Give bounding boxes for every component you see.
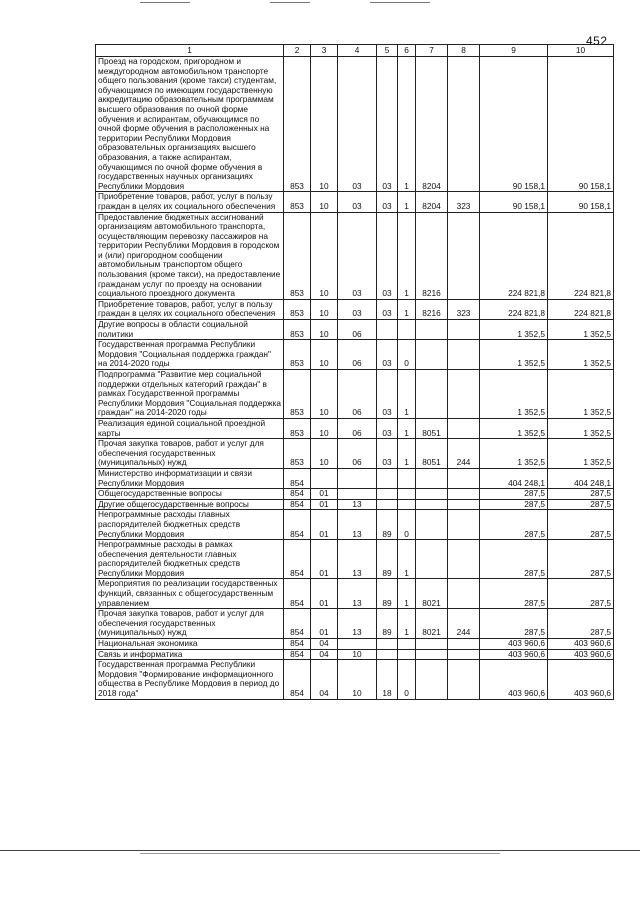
cell-col-9: 90 158,1 — [480, 192, 548, 212]
cell-col-7 — [416, 320, 448, 340]
cell-col-5: 03 — [377, 370, 398, 419]
cell-col-2: 854 — [284, 649, 311, 660]
cell-col-10: 90 158,1 — [548, 192, 614, 212]
cell-col-8: 244 — [448, 439, 480, 469]
cell-name: Национальная экономика — [96, 639, 284, 650]
cell-col-9: 224 821,8 — [480, 299, 548, 319]
cell-col-10: 287,5 — [548, 609, 614, 639]
cell-name: Другие вопросы в области социальной политики — [96, 320, 284, 340]
cell-col-2: 853 — [284, 212, 311, 299]
cell-col-3: 10 — [311, 192, 338, 212]
cell-name: Подпрограмма "Развитие мер социальной поддержки отдельных категорий граждан" в рамках Государственной программы Республики Мордовия "Социальная поддержка граждан" на 2014-2020 годы — [96, 370, 284, 419]
cell-col-3: 01 — [311, 579, 338, 609]
cell-col-5: 03 — [377, 340, 398, 370]
cell-col-4: 03 — [338, 299, 377, 319]
cell-col-4 — [338, 639, 377, 650]
bottom-rule-secondary — [140, 853, 500, 854]
cell-col-2: 853 — [284, 192, 311, 212]
cell-col-7: 8021 — [416, 609, 448, 639]
cell-col-8 — [448, 468, 480, 488]
cell-col-5: 03 — [377, 418, 398, 438]
header-col-9: 9 — [480, 45, 548, 57]
cell-col-7 — [416, 370, 448, 419]
cell-col-3: 01 — [311, 609, 338, 639]
cell-col-7: 8021 — [416, 579, 448, 609]
cell-col-4: 06 — [338, 418, 377, 438]
table-body — [96, 57, 614, 700]
cell-col-4 — [338, 468, 377, 488]
cell-col-2: 854 — [284, 499, 311, 510]
cell-col-10: 287,5 — [548, 499, 614, 510]
cell-col-5: 89 — [377, 609, 398, 639]
cell-name: Прочая закупка товаров, работ и услуг для обеспечения государственных (муниципальных) нужд — [96, 609, 284, 639]
table-header — [96, 45, 614, 57]
cell-col-5 — [377, 499, 398, 510]
cell-col-5: 89 — [377, 510, 398, 540]
cell-col-9: 1 352,5 — [480, 370, 548, 419]
cell-col-8: 323 — [448, 192, 480, 212]
cell-col-2: 853 — [284, 418, 311, 438]
cell-col-5: 89 — [377, 540, 398, 579]
table-row — [96, 540, 614, 579]
cell-col-2: 854 — [284, 510, 311, 540]
cell-col-8 — [448, 212, 480, 299]
bottom-rule — [0, 850, 640, 851]
cell-col-8: 244 — [448, 609, 480, 639]
cell-col-3: 10 — [311, 57, 338, 192]
cell-col-3 — [311, 468, 338, 488]
cell-col-10: 224 821,8 — [548, 299, 614, 319]
table-row — [96, 439, 614, 469]
cell-col-4: 06 — [338, 340, 377, 370]
cell-name: Министерство информатизации и связи Республики Мордовия — [96, 468, 284, 488]
cell-col-6 — [398, 639, 416, 650]
cell-col-5 — [377, 489, 398, 500]
cell-col-4: 06 — [338, 320, 377, 340]
cell-col-6: 1 — [398, 57, 416, 192]
table-row — [96, 499, 614, 510]
cell-col-10: 287,5 — [548, 510, 614, 540]
cell-col-9: 1 352,5 — [480, 418, 548, 438]
cell-col-8 — [448, 579, 480, 609]
table-row — [96, 579, 614, 609]
cell-col-8 — [448, 57, 480, 192]
header-col-6: 6 — [398, 45, 416, 57]
cell-col-6: 1 — [398, 212, 416, 299]
cell-col-9: 90 158,1 — [480, 57, 548, 192]
cell-col-4: 13 — [338, 579, 377, 609]
cell-col-8 — [448, 418, 480, 438]
cell-col-10: 1 352,5 — [548, 370, 614, 419]
table-row — [96, 340, 614, 370]
cell-col-9: 403 960,6 — [480, 660, 548, 699]
cell-col-4: 06 — [338, 439, 377, 469]
table-row — [96, 649, 614, 660]
cell-col-10: 403 960,6 — [548, 660, 614, 699]
header-row — [96, 45, 614, 57]
cell-col-5: 03 — [377, 192, 398, 212]
cell-col-7 — [416, 639, 448, 650]
cell-col-6: 1 — [398, 418, 416, 438]
cell-col-4: 10 — [338, 649, 377, 660]
cell-col-2: 853 — [284, 340, 311, 370]
cell-col-6: 0 — [398, 510, 416, 540]
cell-col-2: 854 — [284, 639, 311, 650]
table-row — [96, 418, 614, 438]
cell-name: Проезд на городском, пригородном и междугородном автомобильном транспорте общего пользования (кроме такси) студентам, обучающимся по имеющим государственную аккредитацию образовательным программам высшего образования по очной форме обучения и аспирантам, обучающимся по очной форме обучения в расположенных на территории Республики Мордовия образовательных организациях высшего образования, а также аспирантам, обучающимся по очной форме обучения в государственных научных организациях Республики Мордовия — [96, 57, 284, 192]
table-row — [96, 212, 614, 299]
table-row — [96, 609, 614, 639]
cell-col-5: 03 — [377, 439, 398, 469]
cell-col-10: 90 158,1 — [548, 57, 614, 192]
cell-col-5: 18 — [377, 660, 398, 699]
cell-col-10: 1 352,5 — [548, 418, 614, 438]
cell-col-7: 8204 — [416, 57, 448, 192]
header-col-4: 4 — [338, 45, 377, 57]
header-col-5: 5 — [377, 45, 398, 57]
cell-name: Государственная программа Республики Мордовия "Формирование информационного общества в Республике Мордовия в период до 2018 года" — [96, 660, 284, 699]
cell-col-9: 287,5 — [480, 579, 548, 609]
cell-col-3: 04 — [311, 639, 338, 650]
cell-col-3: 04 — [311, 660, 338, 699]
cell-col-3: 01 — [311, 489, 338, 500]
cell-col-3: 10 — [311, 320, 338, 340]
header-col-1: 1 — [96, 45, 284, 57]
cell-col-6: 0 — [398, 660, 416, 699]
cell-col-4 — [338, 489, 377, 500]
cell-col-3: 04 — [311, 649, 338, 660]
cell-name: Государственная программа Республики Мордовия "Социальная поддержка граждан" на 2014-2020 годы — [96, 340, 284, 370]
cell-col-10: 404 248,1 — [548, 468, 614, 488]
budget-table — [95, 44, 614, 700]
header-col-10: 10 — [548, 45, 614, 57]
cell-col-4: 10 — [338, 660, 377, 699]
cell-col-7 — [416, 489, 448, 500]
cell-col-6: 1 — [398, 439, 416, 469]
cell-col-4: 13 — [338, 510, 377, 540]
cell-col-8 — [448, 320, 480, 340]
table-row — [96, 192, 614, 212]
cell-col-9: 287,5 — [480, 540, 548, 579]
cell-col-6: 1 — [398, 299, 416, 319]
top-edge-marks — [120, 0, 480, 6]
cell-col-2: 854 — [284, 660, 311, 699]
cell-col-7: 8216 — [416, 299, 448, 319]
cell-col-6: 0 — [398, 340, 416, 370]
cell-col-4: 06 — [338, 370, 377, 419]
cell-col-2: 853 — [284, 57, 311, 192]
cell-col-5: 03 — [377, 57, 398, 192]
cell-name: Приобретение товаров, работ, услуг в пользу граждан в целях их социального обеспечения — [96, 192, 284, 212]
cell-col-3: 01 — [311, 510, 338, 540]
cell-col-5 — [377, 639, 398, 650]
header-col-7: 7 — [416, 45, 448, 57]
table-row — [96, 57, 614, 192]
cell-col-6 — [398, 489, 416, 500]
cell-col-8 — [448, 370, 480, 419]
cell-name: Предоставление бюджетных ассигнований организациям автомобильного транспорта, осуществляющим перевозку пассажиров на территории Республики Мордовия в городском и (или) пригородном сообщении автомобильным транспортом общего пользования (кроме такси), на предоставление гражданам услуг по проезду на основании социального проездного документа — [96, 212, 284, 299]
cell-name: Связь и информатика — [96, 649, 284, 660]
cell-col-7 — [416, 468, 448, 488]
cell-col-5 — [377, 649, 398, 660]
cell-col-9: 1 352,5 — [480, 320, 548, 340]
cell-col-5: 03 — [377, 212, 398, 299]
table-row — [96, 489, 614, 500]
cell-col-10: 224 821,8 — [548, 212, 614, 299]
cell-col-7: 8051 — [416, 418, 448, 438]
cell-col-6 — [398, 320, 416, 340]
cell-col-7: 8051 — [416, 439, 448, 469]
cell-col-2: 854 — [284, 468, 311, 488]
cell-col-9: 224 821,8 — [480, 212, 548, 299]
header-col-8: 8 — [448, 45, 480, 57]
table-row — [96, 468, 614, 488]
cell-col-10: 403 960,6 — [548, 639, 614, 650]
cell-col-10: 287,5 — [548, 579, 614, 609]
cell-col-6 — [398, 499, 416, 510]
cell-col-7 — [416, 660, 448, 699]
table-row — [96, 639, 614, 650]
cell-col-9: 404 248,1 — [480, 468, 548, 488]
table-row — [96, 299, 614, 319]
cell-col-8 — [448, 649, 480, 660]
table-row — [96, 660, 614, 699]
cell-name: Мероприятия по реализации государственных функций, связанных с общегосударственным управлением — [96, 579, 284, 609]
cell-col-9: 287,5 — [480, 489, 548, 500]
cell-col-6: 1 — [398, 192, 416, 212]
cell-col-2: 854 — [284, 609, 311, 639]
cell-name: Непрограммные расходы главных распорядителей бюджетных средств Республики Мордовия — [96, 510, 284, 540]
cell-col-2: 853 — [284, 320, 311, 340]
cell-name: Приобретение товаров, работ, услуг в пользу граждан в целях их социального обеспечения — [96, 299, 284, 319]
cell-col-9: 287,5 — [480, 499, 548, 510]
cell-col-8 — [448, 489, 480, 500]
cell-col-5: 89 — [377, 579, 398, 609]
cell-col-7 — [416, 540, 448, 579]
cell-col-5 — [377, 320, 398, 340]
table-row — [96, 370, 614, 419]
cell-col-5 — [377, 468, 398, 488]
cell-col-7: 8216 — [416, 212, 448, 299]
cell-col-3: 10 — [311, 370, 338, 419]
cell-name: Общегосударственные вопросы — [96, 489, 284, 500]
table-row — [96, 510, 614, 540]
cell-col-10: 287,5 — [548, 489, 614, 500]
cell-col-10: 1 352,5 — [548, 439, 614, 469]
cell-col-9: 403 960,6 — [480, 639, 548, 650]
cell-col-6: 1 — [398, 579, 416, 609]
cell-col-6: 1 — [398, 370, 416, 419]
cell-col-6: 1 — [398, 540, 416, 579]
cell-col-3: 01 — [311, 540, 338, 579]
cell-col-9: 287,5 — [480, 609, 548, 639]
cell-col-10: 1 352,5 — [548, 320, 614, 340]
cell-col-2: 853 — [284, 439, 311, 469]
cell-col-6 — [398, 468, 416, 488]
cell-col-2: 853 — [284, 299, 311, 319]
cell-col-8 — [448, 540, 480, 579]
cell-col-3: 10 — [311, 340, 338, 370]
cell-col-8 — [448, 510, 480, 540]
cell-col-10: 287,5 — [548, 540, 614, 579]
cell-col-8 — [448, 499, 480, 510]
cell-col-6 — [398, 649, 416, 660]
cell-col-9: 1 352,5 — [480, 340, 548, 370]
cell-col-8 — [448, 660, 480, 699]
cell-col-6: 1 — [398, 609, 416, 639]
cell-col-5: 03 — [377, 299, 398, 319]
cell-col-3: 10 — [311, 439, 338, 469]
cell-name: Реализация единой социальной проездной карты — [96, 418, 284, 438]
cell-col-7 — [416, 510, 448, 540]
cell-col-8: 323 — [448, 299, 480, 319]
cell-col-9: 287,5 — [480, 510, 548, 540]
cell-col-10: 1 352,5 — [548, 340, 614, 370]
cell-col-3: 10 — [311, 299, 338, 319]
cell-col-3: 01 — [311, 499, 338, 510]
cell-name: Прочая закупка товаров, работ и услуг для обеспечения государственных (муниципальных) нужд — [96, 439, 284, 469]
cell-col-3: 10 — [311, 418, 338, 438]
cell-col-4: 03 — [338, 192, 377, 212]
cell-col-2: 854 — [284, 579, 311, 609]
cell-col-9: 403 960,6 — [480, 649, 548, 660]
cell-col-7 — [416, 499, 448, 510]
cell-name: Непрограммные расходы в рамках обеспечения деятельности главных распорядителей бюджетных средств Республики Мордовия — [96, 540, 284, 579]
header-col-2: 2 — [284, 45, 311, 57]
header-col-3: 3 — [311, 45, 338, 57]
page-number: 452 — [586, 34, 608, 48]
table-row — [96, 320, 614, 340]
cell-col-2: 854 — [284, 540, 311, 579]
cell-col-4: 13 — [338, 499, 377, 510]
cell-col-4: 13 — [338, 540, 377, 579]
cell-col-9: 1 352,5 — [480, 439, 548, 469]
cell-col-7: 8204 — [416, 192, 448, 212]
cell-col-7 — [416, 649, 448, 660]
cell-col-2: 853 — [284, 370, 311, 419]
cell-col-8 — [448, 340, 480, 370]
cell-col-2: 854 — [284, 489, 311, 500]
cell-col-4: 03 — [338, 212, 377, 299]
cell-col-8 — [448, 639, 480, 650]
cell-col-4: 03 — [338, 57, 377, 192]
cell-col-3: 10 — [311, 212, 338, 299]
cell-col-10: 403 960,6 — [548, 649, 614, 660]
cell-name: Другие общегосударственные вопросы — [96, 499, 284, 510]
cell-col-7 — [416, 340, 448, 370]
cell-col-4: 13 — [338, 609, 377, 639]
